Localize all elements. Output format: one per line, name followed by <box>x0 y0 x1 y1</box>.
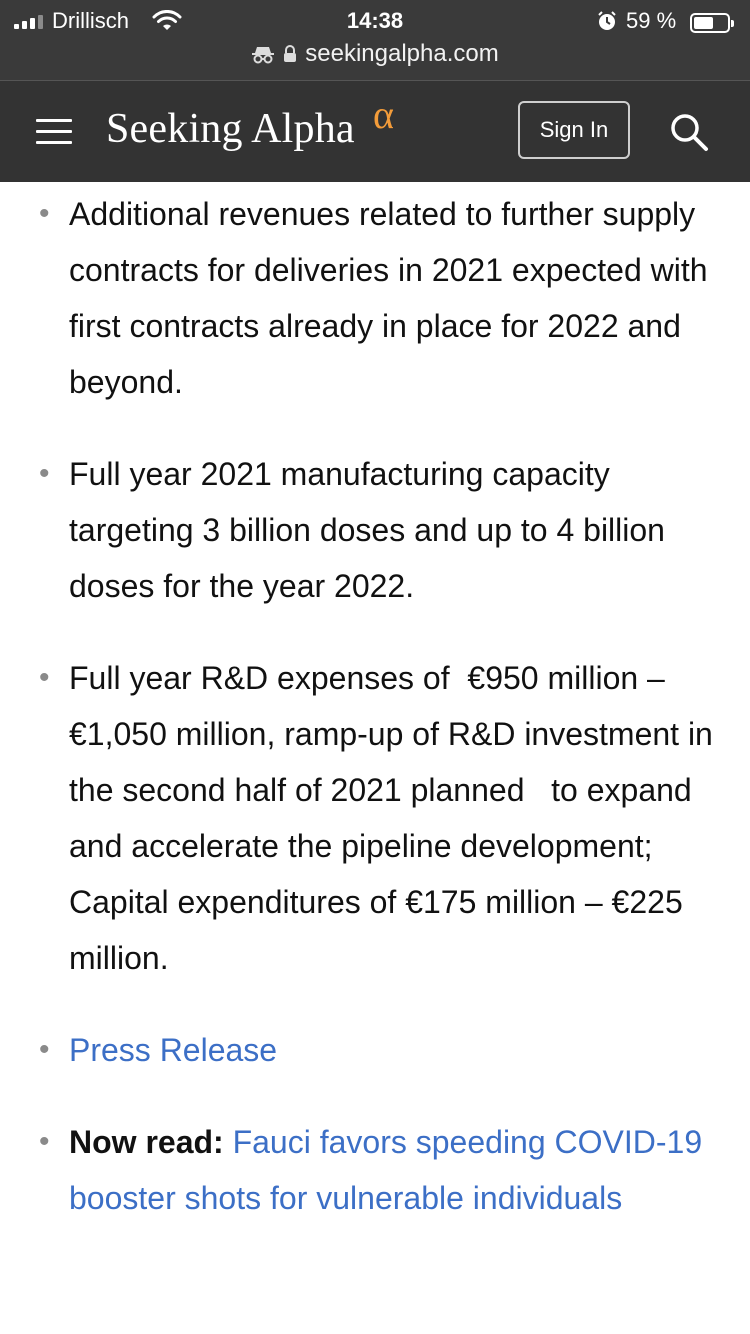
list-item <box>0 186 750 410</box>
search-icon[interactable] <box>668 111 710 153</box>
list-item-text: Additional revenues related to further supply contracts for deliveries in 2021 expected with first contracts already in place for 2022 and beyond. <box>69 196 708 400</box>
hamburger-menu-icon[interactable] <box>36 119 72 145</box>
battery-fill <box>694 17 713 29</box>
list-item-text: Full year R&D expenses of €950 million – €1,050 million, ramp-up of R&D investment in the second half of 2021 planned to expand and accelerate the pipeline development; Capital expenditures of €175 million – €225 million. <box>69 660 722 976</box>
browser-status-bar <box>0 0 750 80</box>
alarm-icon <box>596 10 618 32</box>
battery-icon <box>690 13 730 33</box>
bullet-icon: • <box>39 197 50 230</box>
list-item <box>0 650 750 986</box>
site-logo[interactable]: Seeking Alpha <box>106 106 355 152</box>
clock: 14:38 <box>346 8 404 33</box>
site-header <box>0 81 750 182</box>
bullet-icon: • <box>39 1125 50 1158</box>
article-content <box>0 186 750 1226</box>
incognito-icon <box>251 44 275 64</box>
lock-icon <box>283 45 297 63</box>
press-release-link[interactable]: Press Release <box>69 1032 278 1068</box>
list-item-text: Full year 2021 manufacturing capacity targeting 3 billion doses and up to 4 billion doses for the year 2022. <box>69 456 665 604</box>
now-read-label: Now read: <box>69 1124 224 1160</box>
bullet-icon: • <box>39 1033 50 1066</box>
related-article-link[interactable]: Fauci favors speeding COVID-19 booster shots for vulnerable individuals <box>69 1124 703 1216</box>
bullet-list <box>0 186 750 1226</box>
address-bar[interactable] <box>0 38 750 70</box>
status-row <box>0 6 750 36</box>
battery-percent: 59 % <box>626 8 677 33</box>
list-item <box>0 1022 750 1078</box>
carrier-name: Drillisch <box>52 8 129 33</box>
logo-alpha-symbol: α <box>373 92 394 137</box>
bullet-icon: • <box>39 457 50 490</box>
list-item <box>0 1114 750 1226</box>
url-text: seekingalpha.com <box>305 40 499 67</box>
sign-in-button[interactable]: Sign In <box>518 101 630 159</box>
list-item <box>0 446 750 614</box>
bullet-icon: • <box>39 661 50 694</box>
